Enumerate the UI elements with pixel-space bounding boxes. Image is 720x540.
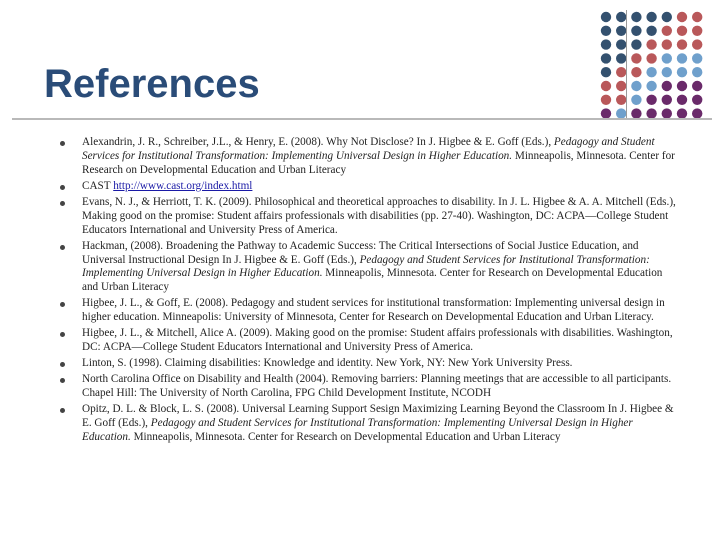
decorative-dot bbox=[692, 95, 702, 105]
decorative-dot bbox=[662, 12, 672, 22]
reference-item bbox=[60, 373, 678, 401]
reference-text: CAST bbox=[82, 179, 114, 192]
decorative-dot bbox=[677, 39, 687, 49]
reference-item bbox=[60, 403, 678, 444]
decorative-dot bbox=[631, 39, 641, 49]
decorative-dot bbox=[692, 53, 702, 63]
decorative-dot bbox=[662, 26, 672, 36]
bullet-icon bbox=[60, 245, 65, 250]
reference-item bbox=[60, 136, 678, 177]
decorative-dot bbox=[601, 95, 611, 105]
decorative-dot bbox=[646, 39, 656, 49]
decorative-dot bbox=[616, 95, 626, 105]
slide-title: References bbox=[44, 62, 260, 106]
decorative-dot bbox=[692, 26, 702, 36]
reference-text: North Carolina Office on Disability and Health (2004). Removing barriers: Planning meetings that are accessible to all participants. Chapel Hill: The University of North Carolina, FPG Child Development Institute, NCODH bbox=[82, 373, 672, 400]
decorative-dot bbox=[631, 12, 641, 22]
decorative-dot bbox=[601, 81, 611, 91]
decorative-dot bbox=[616, 39, 626, 49]
decorative-dot bbox=[662, 95, 672, 105]
decorative-dot bbox=[616, 12, 626, 22]
decorative-dot bbox=[692, 39, 702, 49]
decorative-dot bbox=[662, 67, 672, 77]
decorative-dot bbox=[677, 95, 687, 105]
reference-item bbox=[60, 180, 678, 194]
cast-link[interactable]: http://www.cast.org/index.html bbox=[113, 179, 253, 192]
bullet-icon bbox=[60, 302, 65, 307]
reference-list bbox=[60, 136, 678, 447]
bullet-icon bbox=[60, 141, 65, 146]
decorative-dot bbox=[692, 12, 702, 22]
bullet-icon bbox=[60, 185, 65, 190]
reference-text: Hackman, (2008). Broadening the Pathway to Academic Success: The Critical Intersections of Social Justice Education, and Universal Instructional Design In J. Higbee & E. Goff (Eds.), bbox=[82, 239, 639, 266]
decorative-dot bbox=[646, 95, 656, 105]
reference-title: Pedagogy and Student Services for Institutional Transformation: Implementing Universal Design in Higher Education. bbox=[82, 253, 650, 280]
bullet-icon bbox=[60, 408, 65, 413]
decorative-dot bbox=[677, 12, 687, 22]
reference-text: Evans, N. J., & Herriott, T. K. (2009). Philosophical and theoretical approaches to disability. In J. L. Higbee & A. A. Mitchell (Eds.), Making good on the promise: Student affairs professionals with disabilities (pp. 27-40). Washington, DC: ACPA—College Student Educators International and University Press of America. bbox=[82, 195, 676, 236]
decorative-vertical-line bbox=[626, 10, 627, 118]
decorative-dot bbox=[616, 81, 626, 91]
decorative-dot bbox=[662, 53, 672, 63]
decorative-dot bbox=[601, 67, 611, 77]
decorative-dot bbox=[616, 26, 626, 36]
decorative-dot bbox=[677, 81, 687, 91]
bullet-icon bbox=[60, 362, 65, 367]
decorative-dot bbox=[631, 53, 641, 63]
reference-text: Minneapolis, Minnesota. Center for Research on Developmental Education and Urban Literacy bbox=[82, 267, 663, 294]
decorative-dot bbox=[646, 12, 656, 22]
decorative-dot bbox=[692, 67, 702, 77]
decorative-dot bbox=[601, 12, 611, 22]
reference-title: Pedagogy and Student Services for Institutional Transformation: Implementing Universal Design in Higher Education. bbox=[82, 417, 633, 444]
decorative-dot bbox=[646, 67, 656, 77]
decorative-dot bbox=[677, 67, 687, 77]
reference-item bbox=[60, 327, 678, 355]
decorative-dot bbox=[677, 53, 687, 63]
decorative-dot bbox=[631, 67, 641, 77]
title-divider bbox=[12, 118, 712, 120]
reference-item bbox=[60, 297, 678, 325]
decorative-dot bbox=[616, 53, 626, 63]
decorative-dot bbox=[631, 81, 641, 91]
reference-text: Higbee, J. L., & Mitchell, Alice A. (2009). Making good on the promise: Student affairs professionals with disabilities. Washington, DC: ACPA—College Student Educators International and University Press of America. bbox=[82, 327, 673, 354]
reference-text: Alexandrin, J. R., Schreiber, J.L., & Henry, E. (2008). Why Not Disclose? In J. Higbee & E. Goff (Eds.), bbox=[82, 136, 554, 148]
decorative-dot bbox=[677, 26, 687, 36]
decorative-dot bbox=[692, 81, 702, 91]
decorative-dot bbox=[631, 26, 641, 36]
decorative-dot bbox=[601, 39, 611, 49]
bullet-icon bbox=[60, 332, 65, 337]
decorative-dot bbox=[616, 67, 626, 77]
bullet-icon bbox=[60, 378, 65, 383]
reference-text: Minneapolis, Minnesota. Center for Research on Developmental Education and Urban Literacy bbox=[130, 431, 561, 444]
reference-item bbox=[60, 357, 678, 371]
decorative-dot bbox=[631, 95, 641, 105]
reference-title: Pedagogy and Student Services for Institutional Transformation: Implementing Universal Design in Higher Education. bbox=[82, 136, 655, 162]
decorative-dot bbox=[662, 81, 672, 91]
reference-item bbox=[60, 196, 678, 237]
decorative-dot bbox=[646, 81, 656, 91]
decorative-dot bbox=[662, 39, 672, 49]
reference-text: Linton, S. (1998). Claiming disabilities: Knowledge and identity. New York, NY: New York University Press. bbox=[82, 357, 573, 370]
reference-item bbox=[60, 240, 678, 295]
reference-text: Higbee, J. L., & Goff, E. (2008). Pedagogy and student services for institutional transformation: Implementing universal design in higher education. Minneapolis: University of Minnesota, Center for Research on Developmental Education and Urban Literacy. bbox=[82, 297, 665, 324]
bullet-icon bbox=[60, 201, 65, 206]
reference-text: Minneapolis, Minnesota. Center for Research on Developmental Education and Urban Literacy bbox=[82, 149, 675, 176]
decorative-dot bbox=[601, 26, 611, 36]
decorative-dot bbox=[646, 26, 656, 36]
decorative-dot bbox=[646, 53, 656, 63]
reference-text: Opitz, D. L. & Block, L. S. (2008). Universal Learning Support Sesign Maximizing Learning Beyond the Classroom In J. Higbee & E. Goff (Eds.), bbox=[82, 403, 674, 430]
decorative-dot bbox=[601, 53, 611, 63]
